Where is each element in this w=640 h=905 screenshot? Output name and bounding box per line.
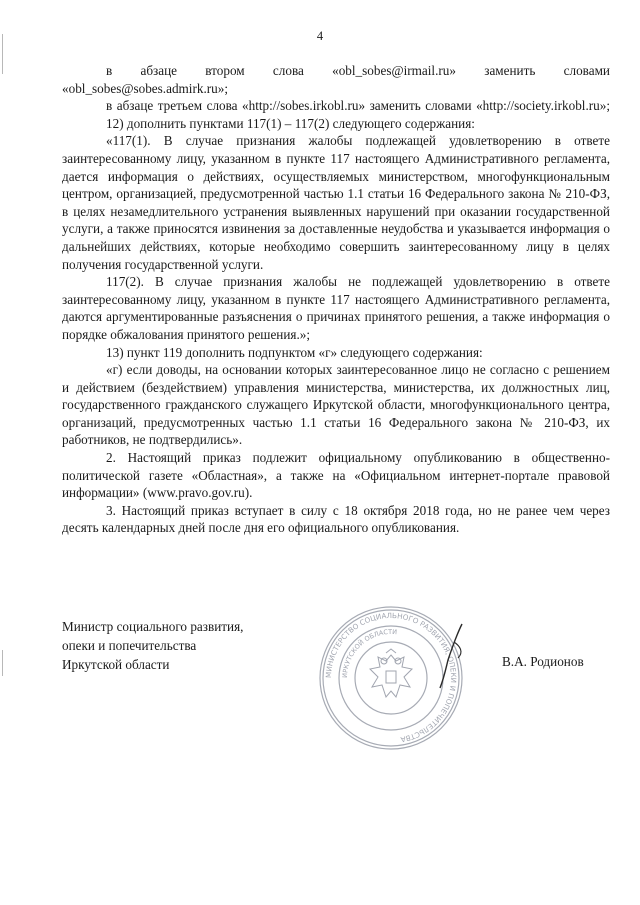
paragraph-url-change: в абзаце третьем слова «http://sobes.irkobl.ru» заменить словами «http://society.irkobl.ru»; [106, 98, 610, 114]
paragraph-subitem-g: «г) если доводы, на основании которых заинтересованное лицо не согласно с решением и действием (бездействием) управления министерства, министерства, их должностных лиц, государственного гражданского служащего Иркутской области, многофункционального центра, организаций, предусмотренных частью 1.1 статьи 16 Федерального закона № 210-ФЗ, их работников, не подтвердились». [62, 362, 610, 448]
margin-mark-top [2, 34, 3, 74]
signer-position-line: Министр социального развития, [62, 619, 244, 634]
seal-outer-text: МИНИСТЕРСТВО СОЦИАЛЬНОГО РАЗВИТИЯ, ОПЕКИ И ПОПЕЧИТЕЛЬСТВА [323, 610, 459, 745]
signer-position-line: опеки и попечительства [62, 638, 197, 653]
signer-position [62, 617, 243, 674]
paragraph-117-2: 117(2). В случае признания жалобы не подлежащей удовлетворению в ответе заинтересованному лицу, указанном в пункте 117 настоящего Административного регламента, даются аргументированные разъяснения о причинах принятого решения, а также информация о порядке обжалования принятого решения.»; [62, 274, 610, 342]
signer-position-line: Иркутской области [62, 657, 170, 672]
handwritten-signature [432, 622, 472, 692]
document-body [62, 62, 610, 537]
page-number: 4 [316, 29, 324, 43]
signer-name: В.А. Родионов [502, 654, 584, 669]
paragraph-effective-date: 3. Настоящий приказ вступает в силу с 18 октября 2018 года, но не ранее чем через десять календарных дней после дня его официального опубликования. [62, 502, 610, 536]
paragraph-117-1: «117(1). В случае признания жалобы подлежащей удовлетворению в ответе заинтересованному лицу, указанном в пункте 117 настоящего Административного регламента, дается информация о действиях, осуществляемых министерством, многофункциональным центром, организацией, предусмотренной частью 1.1 статьи 16 Федерального закона № 210-ФЗ, в целях незамедлительного устранения выявленных нарушений при оказании государственной услуги, а также приносятся извинения за доставленные неудобства и указывается информация о дальнейших действиях, которые необходимо совершить заинтересованному лицу в целях получения государственной услуги. [62, 133, 610, 272]
seal-inner-text: ИРКУТСКОЙ ОБЛАСТИ [340, 627, 398, 679]
margin-mark-bottom [2, 650, 3, 676]
paragraph-item-12: 12) дополнить пунктами 117(1) – 117(2) следующего содержания: [106, 115, 475, 131]
paragraph-item-13: 13) пункт 119 дополнить подпунктом «г» следующего содержания: [106, 344, 483, 360]
paragraph-email-change: в абзаце втором слова «obl_sobes@irmail.ru» заменить словами «obl_sobes@sobes.admirk.ru»; [62, 63, 610, 96]
coat-of-arms-icon [370, 649, 412, 697]
paragraph-publication: 2. Настоящий приказ подлежит официальному опубликованию в общественно-политической газете «Областная», а также на «Официальном интернет-портале правовой информации» (www.pravo.gov.ru). [62, 450, 610, 501]
